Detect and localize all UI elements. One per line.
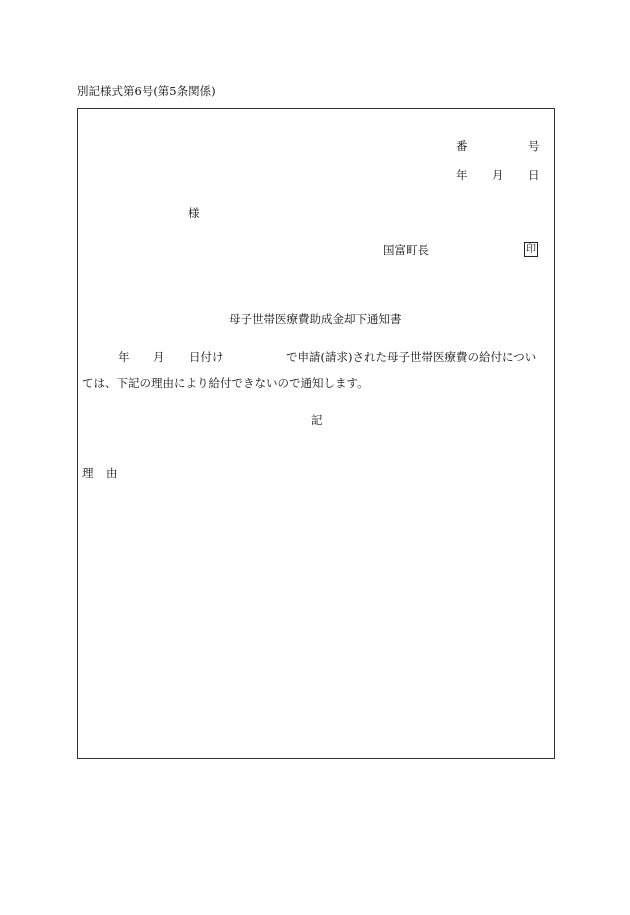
body-line-1: で申請(請求)された母子世帯医療費の給付につい bbox=[286, 350, 537, 364]
addressee-honorific: 様 bbox=[188, 206, 200, 220]
date-year-label: 年 bbox=[456, 168, 468, 182]
body-line-2: ては、下記の理由により給付できないので通知します。 bbox=[82, 376, 369, 390]
ki-label: 記 bbox=[311, 413, 323, 427]
body-month-label: 月 bbox=[153, 350, 165, 364]
document-title: 母子世帯医療費助成金却下通知書 bbox=[229, 312, 402, 326]
number-label-go: 号 bbox=[528, 139, 540, 153]
body-year-label: 年 bbox=[118, 350, 130, 364]
number-label-ban: 番 bbox=[456, 139, 468, 153]
document-frame bbox=[77, 108, 555, 759]
date-month-label: 月 bbox=[492, 168, 504, 182]
date-day-label: 日 bbox=[528, 168, 540, 182]
reason-label-yu: 由 bbox=[106, 466, 118, 480]
form-caption: 別記様式第6号(第5条関係) bbox=[77, 84, 216, 98]
body-day-dated-label: 日付け bbox=[189, 350, 224, 364]
seal-mark: 印 bbox=[526, 244, 536, 255]
issuer-title: 国富町長 bbox=[383, 243, 429, 257]
reason-label-ri: 理 bbox=[82, 466, 94, 480]
